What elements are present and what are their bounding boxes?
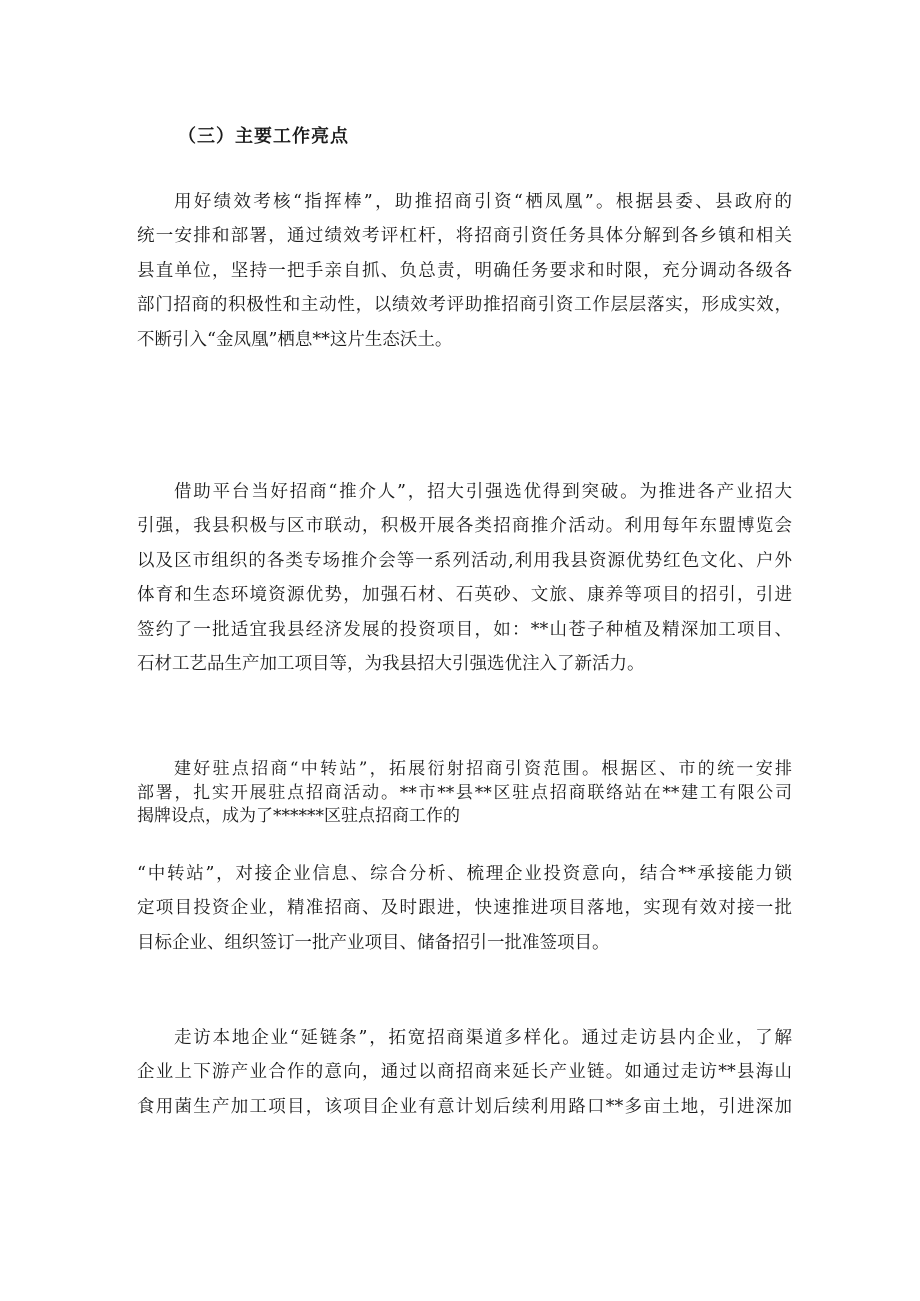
paragraph-line: 用好绩效考核“指挥棒”，助推招商引资“栖凤凰”。根据县委、县政府的 xyxy=(174,192,792,212)
paragraph-line: 食用菌生产加工项目，该项目企业有意计划后续利用路口**多亩土地，引进深加 xyxy=(137,1096,792,1117)
paragraph-line: 石材工艺品生产加工项目等，为我县招大引强选优注入了新活力。 xyxy=(137,654,645,675)
paragraph-line: 以及区市组织的各类专场推介会等一系列活动,利用我县资源优势红色文化、户外 xyxy=(137,550,792,571)
paragraph-line: 体育和生态环境资源优势，加强石材、石英砂、文旅、康养等项目的招引，引进 xyxy=(137,585,792,606)
paragraph-line: 企业上下游产业合作的意向，通过以商招商来延长产业链。如通过走访**县海山 xyxy=(137,1062,792,1083)
paragraph-line: 走访本地企业“延链条”，拓宽招商渠道多样化。通过走访县内企业，了解 xyxy=(174,1028,792,1048)
paragraph-line: 定项目投资企业，精准招商、及时跟进，快速推进项目落地，实现有效对接一批 xyxy=(137,898,792,919)
paragraph-station-continued xyxy=(137,857,792,960)
paragraph-line: 建好驻点招商“中转站”，拓展衍射招商引资范围。根据区、市的统一安排 xyxy=(174,759,792,779)
paragraph-line: “中转站”，对接企业信息、综合分析、梳理企业投资意向，结合**承接能力锁 xyxy=(137,864,792,884)
paragraph-line: 签约了一批适宜我县经济发展的投资项目，如：**山苍子种植及精深加工项目、 xyxy=(137,619,792,640)
paragraph-line: 县直单位，坚持一把手亲自抓、负总责，明确任务要求和时限，充分调动各级各 xyxy=(137,260,792,281)
section-heading: （三）主要工作亮点 xyxy=(178,126,349,147)
paragraph-local-enterprises xyxy=(137,1021,792,1124)
paragraph-line: 不断引入“金凤凰”栖息**这片生态沃土。 xyxy=(137,329,453,350)
paragraph-station-investment xyxy=(137,758,792,829)
paragraph-line: 统一安排和部署，通过绩效考评杠杆，将招商引资任务具体分解到各乡镇和相关 xyxy=(137,226,792,247)
paragraph-platform-promotion xyxy=(137,475,792,681)
paragraph-line: 目标企业、组织签订一批产业项目、储备招引一批准签项目。 xyxy=(137,932,610,953)
paragraph-line: 引强，我县积极与区市联动，积极开展各类招商推介活动。利用每年东盟博览会 xyxy=(137,516,792,537)
paragraph-line: 揭牌设点，成为了******区驻点招商工作的 xyxy=(137,806,460,826)
paragraph-performance-assessment xyxy=(137,185,792,357)
paragraph-line: 部署，扎实开展驻点招商活动。**市**县**区驻点招商联络站在**建工有限公司 xyxy=(137,782,792,803)
paragraph-line: 借助平台当好招商“推介人”，招大引强选优得到突破。为推进各产业招大 xyxy=(174,482,792,502)
paragraph-line: 部门招商的积极性和主动性，以绩效考评助推招商引资工作层层落实，形成实效， xyxy=(137,295,792,316)
